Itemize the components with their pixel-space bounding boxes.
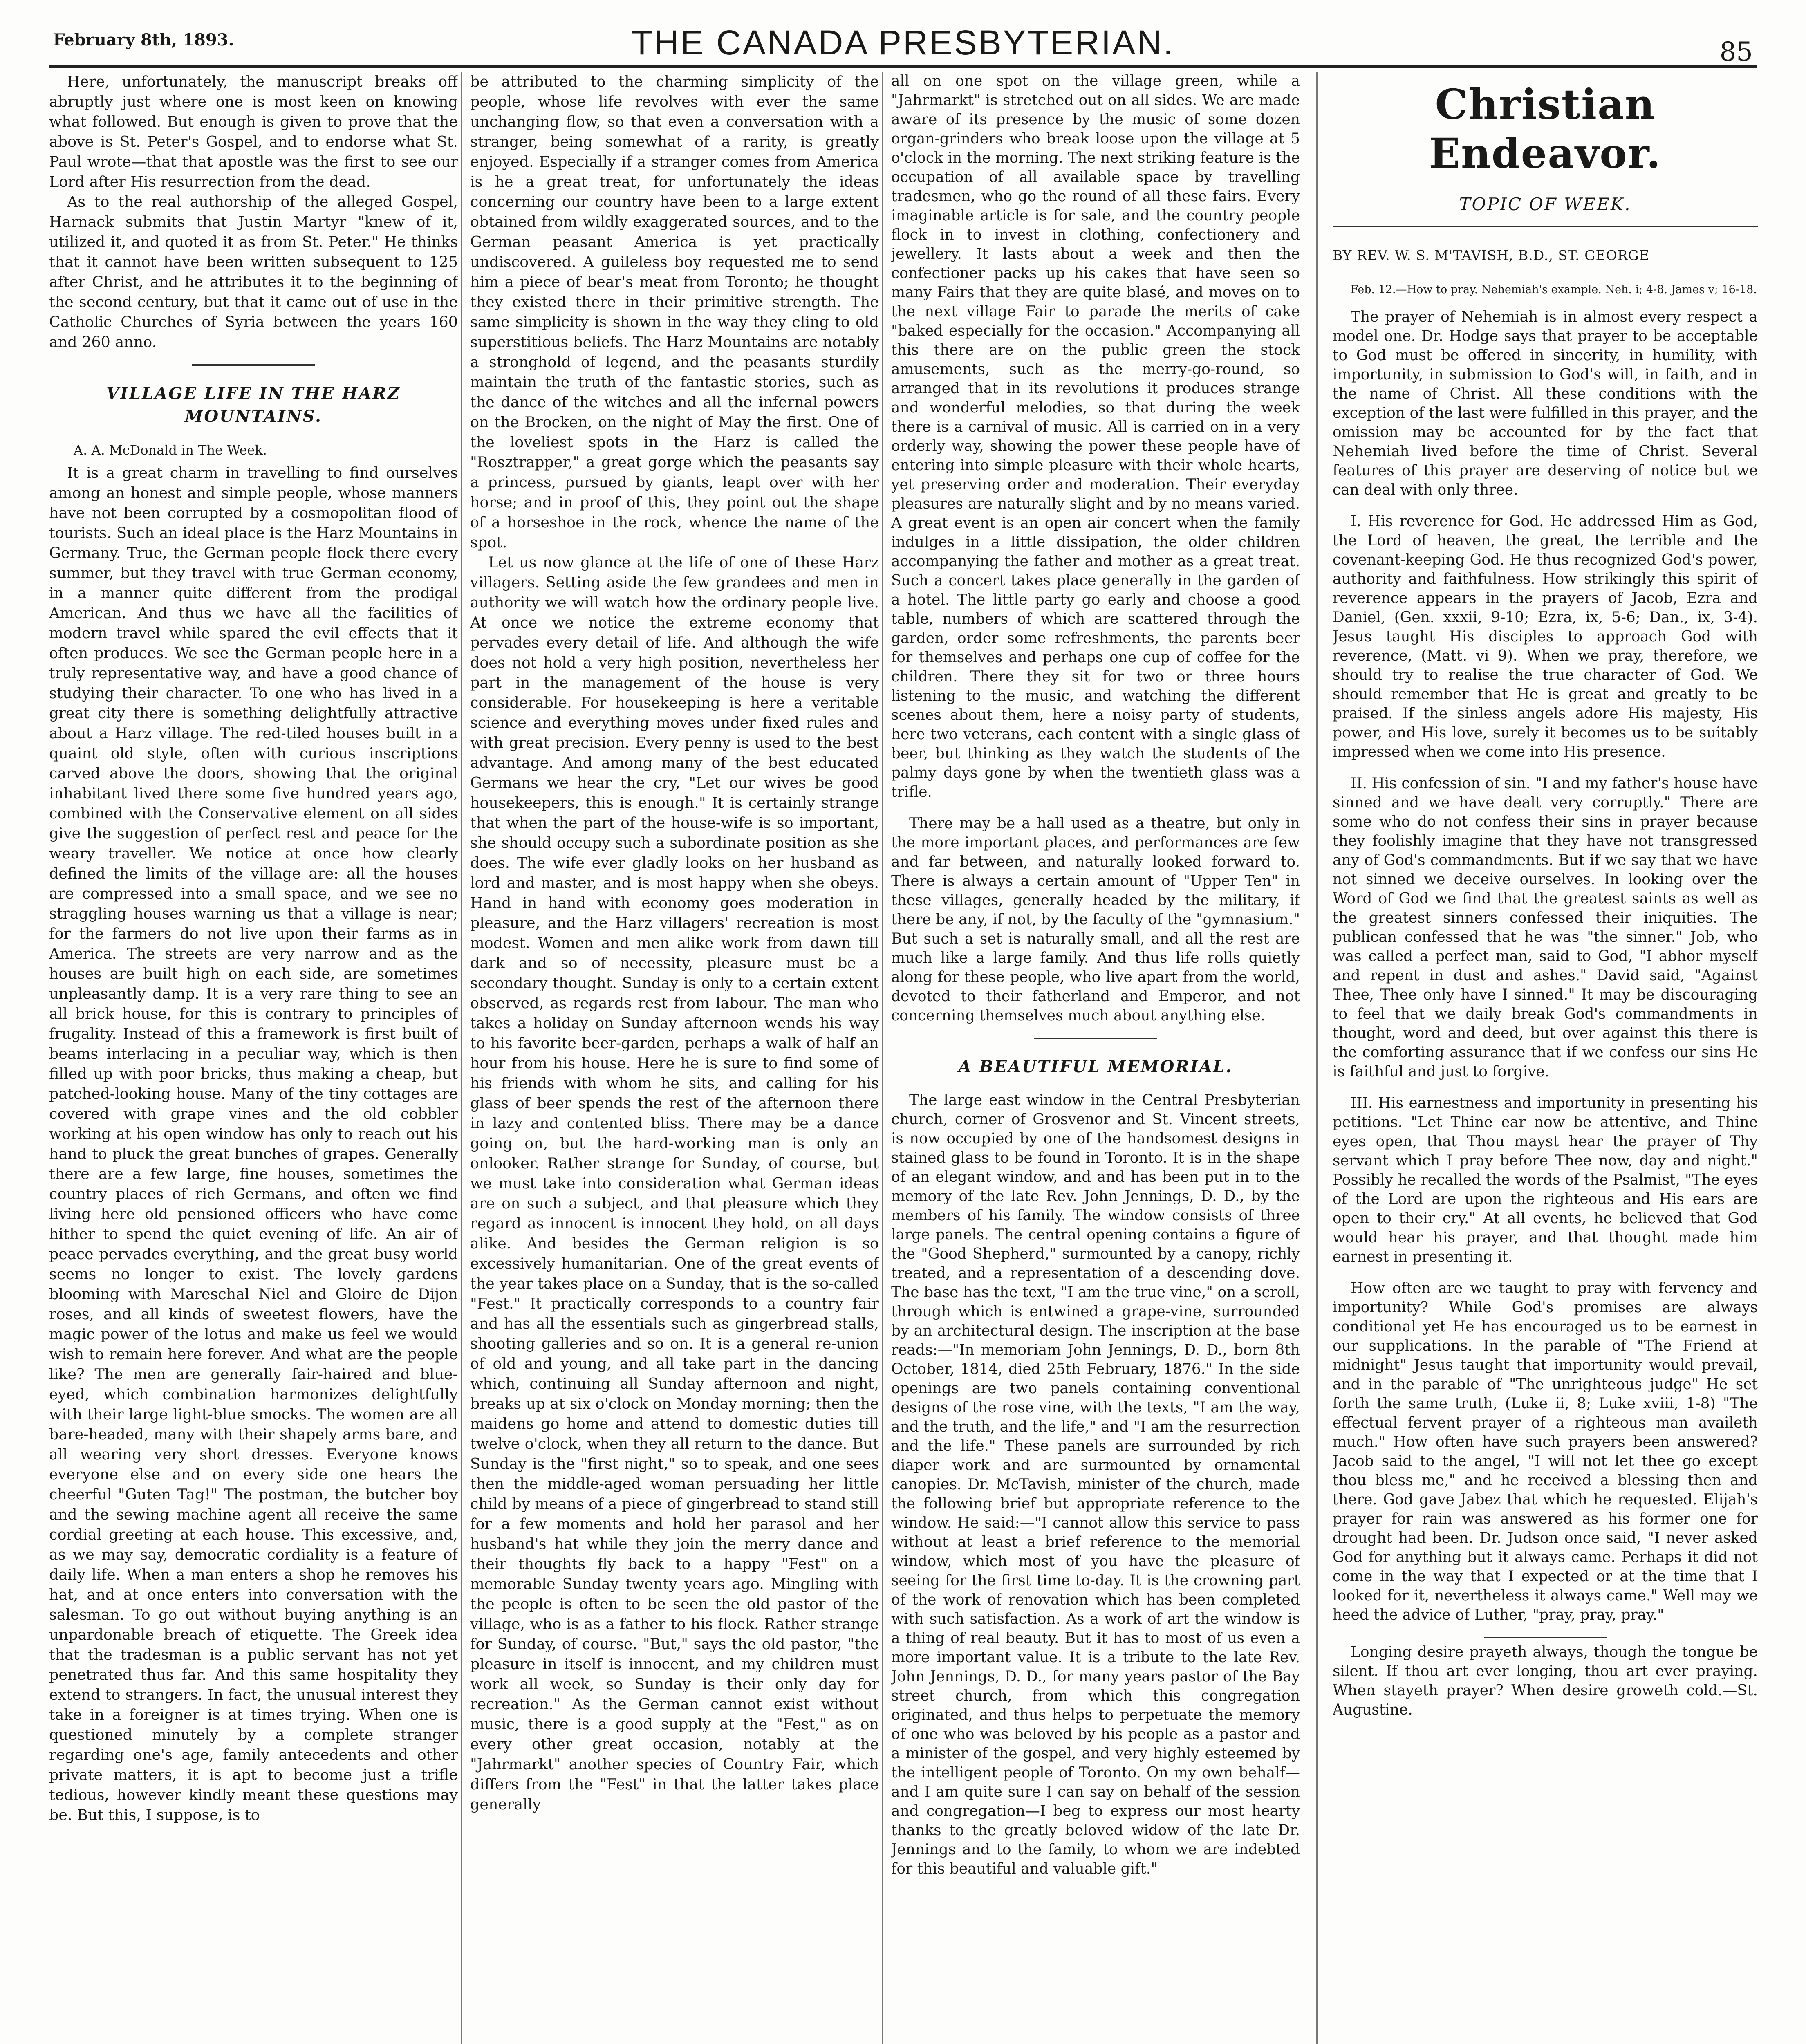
article-paragraph: There may be a hall used as a theatre, but only in the more important places, and performances are few and far between, and naturally looked forward to. There is always a certain amount of "Upper Ten" in these villages, generally headed by the military, if there be any, if not, by the faculty of the "gymnasium." But such a set is naturally small, and all the rest are much like a large family. And thus life rolls quietly along for these people, who live apart from the world, devoted to their fatherland and Emperor, and not concerning themselves much about anything else.: [891, 815, 1300, 1024]
article-paragraph: The large east window in the Central Presbyterian church, corner of Grosvenor and St. Vincent streets, is now occupied by one of the handsomest designs in stained glass to be found in Toronto. It is in the shape of an elegant window, and and has been put in to the memory of the late Rev. John Jennings, D. D., by the members of his family. The window consists of three large panels. The central opening contains a figure of the "Good Shepherd," surmounted by a canopy, richly treated, and a representation of a descending dove. The base has the text, "I am the true vine," on a scroll, through which is entwined a grape-vine, surrounded by an architectural design. The inscription at the base reads:—"In memoriam John Jennings, D. D., born 8th October, 1814, died 25th February, 1876." In the side openings are two panels containing conventional designs of the rose vine, with the texts, "I am the way, and the truth, and the life," and "I am the resurrection and the life." These panels are surrounded by rich diaper work and are surmounted by ornamental canopies. Dr. McTavish, minister of the church, made the following brief but appropriate reference to the window. He said:—"I cannot allow this service to pass without at least a brief reference to the memorial window, which most of you have the pleasure of seeing for the first time to-day. It is the crowning part of the work of renovation which has been completed with such satisfaction. As a work of art the window is a thing of real beauty. But it has to most of us even a more important value. It is a tribute to the late Rev. John Jennings, D. D., for many years pastor of the Bay street church, from which this congregation originated, and thus helps to perpetuate the memory of one who was beloved by his people as a pastor and a minister of the gospel, and very highly esteemed by the intelligent people of Toronto. On my own behalf—and I am quite sure I can say on behalf of the session and congregation—I beg to express our most hearty thanks to the greatly beloved widow of the late Dr. Jennings and to the family, to whom we are indebted for this beautiful and valuable gift.": [891, 1092, 1300, 1877]
article-paragraph: As to the real authorship of the alleged Gospel, Harnack submits that Justin Martyr "knew of it, utilized it, and quoted it as from St. Peter." He thinks that it cannot have been written subsequent to 125 after Christ, and he attributes it to the beginning of the second century, but that it came out of use in the Catholic Churches of Syria between the years 160 and 260 anno.: [49, 193, 458, 351]
masthead-title: THE CANADA PRESBYTERIAN.: [631, 23, 1175, 62]
page-header: [49, 12, 1757, 68]
page-number: 85: [1719, 37, 1753, 67]
closing-quote: Longing desire prayeth always, though the tongue be silent. If thou art ever longing, thou art ever praying. When stayeth prayer? When desire groweth cold.—St. Augustine.: [1333, 1644, 1758, 1718]
article-byline: A. A. McDonald in The Week.: [74, 442, 267, 458]
topic-divider: [1333, 226, 1758, 227]
article-paragraph: Here, unfortunately, the manuscript breaks off abruptly just where one is most keen on knowing what followed. But enough is given to prove that the above is St. Peter's Gospel, and to endorse what St. Paul wrote—that that apostle was the first to see our Lord after His resurrection from the dead.: [49, 73, 458, 191]
section-title-memorial: A BEAUTIFUL MEMORIAL.: [958, 1057, 1233, 1076]
column-rule: [882, 72, 883, 2044]
section-divider: [1484, 1637, 1607, 1638]
article-paragraph: be attributed to the charming simplicity of the people, whose life revolves with ever the same unchanging flow, so that even a conversation with a stranger, being somewhat of a rarity, is greatly enjoyed. Especially if a stranger comes from America is he a great treat, for unfortunately the ideas concerning our country have been to a large extent obtained from wildly exaggerated sources, and to the German peasant America is yet practically undiscovered. A guileless boy requested me to send him a piece of bear's meat from Toronto; he thought they existed there in their primitive strength. The same simplicity is shown in the way they cling to old superstitious beliefs. The Harz Mountains are notably a stronghold of legend, and the peasants sturdily maintain the truth of the fantastic stories, such as the dance of the witches and all the infernal powers on the Brocken, on the night of May the first. One of the loveliest spots in the Harz is called the "Rosztrapper," a great gorge which the peasants say a princess, pursued by giants, leapt over with her horse; and in proof of this, they point out the shape of a horseshoe in the rock, whence the name of the spot.: [470, 73, 879, 551]
column-1: [49, 72, 458, 2044]
section-divider: [192, 364, 315, 366]
issue-date: February 8th, 1893.: [53, 30, 234, 49]
article-paragraph: III. His earnestness and importunity in presenting his petitions. "Let Thine ear now be attentive, and Thine eyes open, that Thou mayst hear the prayer of Thy servant which I pray before Thee now, day and night." Possibly he recalled the words of the Psalmist, "The eyes of the Lord are upon the righteous and His ears are open to their cry." At all events, he believed that God would hear his prayer, and that thought made him earnest in presenting it.: [1333, 1095, 1758, 1265]
topic-author: BY REV. W. S. M'TAVISH, B.D., ST. GEORGE: [1333, 247, 1649, 263]
article-paragraph: I. His reverence for God. He addressed Him as God, the Lord of heaven, the great, the terrible and the covenant-keeping God. He thus recognized God's power, authority and faithfulness. How strikingly this spirit of reverence appears in the prayers of Jacob, Ezra and Daniel, (Gen. xxxii, 9-10; Ezra, ix, 5-6; Dan., ix, 3-4). Jesus taught His disciples to approach God with reverence, (Matt. vi 9). When we pray, therefore, we should try to realise the true character of God. We should remember that He is great and greatly to be praised. If the sinless angels adore His majesty, His power, and His love, surely it becomes us to be suitably impressed when we come into His presence.: [1333, 513, 1758, 760]
article-paragraph: It is a great charm in travelling to find ourselves among an honest and simple people, whose manners have not been corrupted by a cosmopolitan flood of tourists. Such an ideal place is the Harz Mountains in Germany. True, the German people flock there every summer, but they travel with true German economy, in a manner quite different from the prodigal American. And thus we have all the facilities of modern travel while spared the evil effects that it often produces. We see the German people here in a truly representative way, and have a good chance of studying their character. To one who has lived in a great city there is something delightfully attractive about a Harz village. The red-tiled houses built in a quaint old style, often with curious inscriptions carved above the doors, showing that the original inhabitant lived there some five hundred years ago, combined with the Conservative element on all sides give the suggestion of perfect rest and peace for the weary traveller. We notice at once how clearly defined the limits of the village are: all the houses are compressed into a small space, and we see no straggling houses warning us that a village is near; for the farmers do not live upon their farms as in America. The streets are very narrow and as the houses are built high on each side, are sometimes unpleasantly damp. It is a very rare thing to see an all brick house, for this is contrary to principles of frugality. Instead of this a framework is first built of beams interlacing in a peculiar way, which is then filled up with poor bricks, thus making a cheap, but patched-looking house. Many of the tiny cottages are covered with grape vines and the old cobbler working at his open window has only to reach out his hand to pluck the great bunches of grapes. Generally there are a few large, fine houses, sometimes the country places of rich Germans, and often we find living here old pensioned officers who have come hither to spend the quiet evening of life. An air of peace pervades everything, and the great busy world seems no longer to exist. The lovely gardens blooming with Mareschal Niel and Gloire de Dijon roses, and all kinds of sweetest flowers, have the magic power of the lotus and make us feel we would wish to remain here forever. And what are the people like? The men are generally fair-haired and blue-eyed, which combination harmonizes delightfully with their large light-blue smocks. The women are all bare-headed, many with their shapely arms bare, and all wearing very short dresses. Everyone knows everyone else and on every side one hears the cheerful "Guten Tag!" The postman, the butcher boy and the sewing machine agent all receive the same cordial greeting at each house. This excessive, and, as we may say, democratic cordiality is a feature of daily life. When a man enters a shop he removes his hat, and at once enters into conversation with the salesman. To go out without buying anything is an unpardonable breach of etiquette. The Greek idea that the tradesman is a public servant has not yet penetrated thus far. And this same hospitality they extend to strangers. In fact, the unusual interest they take in a foreigner is at times trying. When one is questioned minutely by a complete stranger regarding one's age, family antecedents and other private matters, it is apt to become just a trifle tedious, however kindly meant these questions may be. But this, I suppose, is to: [49, 464, 458, 1824]
article-paragraph: Let us now glance at the life of one of these Harz villagers. Setting aside the few grandees and men in authority we will watch how the ordinary people live. At once we notice the extreme economy that pervades every detail of life. And although the wife does not hold a very high position, nevertheless her part in the management of the house is very considerable. For housekeeping is here a veritable science and everything moves under fixed rules and with great precision. Every penny is used to the best advantage. And among many of the best educated Germans we hear the cry, "Let our wives be good housekeepers, this is enough." It is certainly strange that when the part of the house-wife is so important, she should occupy such a subordinate position as she does. The wife ever gladly looks on her husband as lord and master, and is most happy when she obeys. Hand in hand with economy goes moderation in pleasure, and the Harz villagers' recreation is most modest. Women and men alike work from dawn till dark and so of necessity, pleasure must be a secondary thought. Sunday is only to a certain extent observed, as regards rest from labour. The man who takes a holiday on Sunday afternoon wends his way to his favorite beer-garden, perhaps a walk of half an hour from his house. Here he is sure to find some of his friends with whom he sits, and calling for his glass of beer spends the rest of the afternoon there in lazy and contented bliss. There may be a dance going on, but the hard-working man is only an onlooker. Rather strange for Sunday, of course, but we must take into consideration what German ideas are on such a subject, and that pleasure which they regard as innocent is innocent they hold, on all days alike. And besides the German religion is so excessively humanitarian. One of the great events of the year takes place on a Sunday, that is the so-called "Fest." It practically corresponds to a country fair and has all the essentials such as gingerbread stalls, shooting galleries and so on. It is a general re-union of old and young, and all take part in the dancing which, continuing all Sunday afternoon and night, breaks up at six o'clock on Monday morning; then the maidens go home and attend to domestic duties till twelve o'clock, when they all return to the dance. But Sunday is the "first night," so to speak, and one sees then the middle-aged woman persuading her little child by means of a piece of gingerbread to stand still for a few moments and hold her parasol and her husband's hat while they join the merry dance and their thoughts fly back to a happy "Fest" on a memorable Sunday twenty years ago. Mingling with the people is often to be seen the old pastor of the village, who is as a father to his flock. Rather strange for Sunday, of course. "But," says the old pastor, "the pleasure in itself is innocent, and my children must work all week, so Sunday is their only day for recreation." As the German cannot exist without music, there is a good supply at the "Fest," as on every other great occasion, notably at the "Jahrmarkt" another species of Country Fair, which differs from the "Fest" in that the latter takes place generally: [470, 554, 879, 1813]
article-paragraph: all on one spot on the village green, while a "Jahrmarkt" is stretched out on all sides. We are made aware of its presence by the music of some dozen organ-grinders who break loose upon the village at 5 o'clock in the morning. The next striking feature is the occupation of all available space by travelling tradesmen, who go the round of all these fairs. Every imaginable article is for sale, and the country people flock in to invest in clothing, confectionery and jewellery. It lasts about a week and then the confectioner packs up his cakes that have seen so many Fairs that they are quite blasé, and moves on to the next village Fair to parade the merits of cake "baked especially for the occasion." Accompanying all this there are on the public green the stock amusements, such as the merry-go-round, so arranged that in its revolutions it produces strange and wonderful melodies, so that during the week there is a carnival of music. All is carried on in a very orderly way, showing the power these people have of entering into simple pleasure with their whole hearts, yet preserving order and moderation. Their everyday pleasures are naturally slight and by no means varied. A great event is an open air concert when the family indulges in a little dissipation, the older children accompanying the father and mother as a great treat. Such a concert takes place generally in the garden of a hotel. The little party go early and choose a good table, numbers of which are scattered through the garden, order some refreshments, the parents beer for themselves and perhaps one cup of coffee for the children. There they sit for two or three hours listening to the music, and watching the different scenes about them, here a noisy party of students, here two veterans, each content with a single glass of beer, but thinking as they watch the students of the palmy days gone by when the twentieth glass was a trifle.: [891, 73, 1300, 800]
column-rule: [461, 72, 462, 2044]
column-2: [470, 72, 879, 2044]
section-divider: [1034, 1038, 1157, 1039]
section-title-village-life: VILLAGE LIFE IN THE HARZ MOUNTAINS.: [106, 384, 401, 426]
article-paragraph: How often are we taught to pray with fervency and importunity? While God's promises are always conditional yet He has encouraged us to be earnest in our supplications. In the parable of "The Friend at midnight" Jesus taught that importunity would prevail, and in the parable of "The unrighteous judge" He set forth the same truth, (Luke ii, 8; Luke xviii, 1-8) "The effectual fervent prayer of a righteous man availeth much." How often have such prayers been answered? Jacob said to the angel, "I will not let thee go except thou bless me," and he received a blessing then and there. God gave Jabez that which he requested. Elijah's prayer for rain was answered as his former one for drought had been. Dr. Judson once said, "I never asked God for anything but it always came. Perhaps it did not come in the way that I expected or at the time that I looked for it, nevertheless it always came." Well may we heed the advice of Luther, "pray, pray, pray.": [1333, 1280, 1758, 1623]
department-title: Christian Endeavor.: [1429, 80, 1662, 177]
article-paragraph: II. His confession of sin. "I and my father's house have sinned and we have dealt very corruptly." There are some who do not confess their sins in prayer because they foolishly imagine that they have not transgressed any of God's commandments. But if we say that we have not sinned we deceive ourselves. In looking over the Word of God we find that the greatest saints as well as the greatest sinners confessed their iniquities. The publican confessed that he was "the sinner." Job, who was called a perfect man, said to God, "I abhor myself and repent in dust and ashes." David said, "Against Thee, Thee only have I sinned." It may be discouraging to feel that we daily break God's commandments in thought, word and deed, but over against this there is the comforting assurance that if we confess our sins He is faithful and just to forgive.: [1333, 775, 1758, 1080]
column-3: [891, 72, 1300, 2044]
topic-heading: TOPIC OF WEEK.: [1459, 194, 1631, 214]
column-4: [1333, 72, 1758, 2044]
column-rule: [1316, 72, 1318, 2044]
scripture-reference: Feb. 12.—How to pray. Nehemiah's example. Neh. i; 4-8. James v; 16-18.: [1351, 283, 1757, 296]
article-paragraph: The prayer of Nehemiah is in almost every respect a model one. Dr. Hodge says that prayer to be acceptable to God must be offered in sincerity, in humility, with importunity, in submission to God's will, in faith, and in the name of Christ. All these conditions with the exception of the last were fulfilled in this prayer, and the omission may be accounted for by the fact that Nehemiah lived before the time of Christ. Several features of this prayer are deserving of notice but we can deal with only three.: [1333, 309, 1758, 498]
